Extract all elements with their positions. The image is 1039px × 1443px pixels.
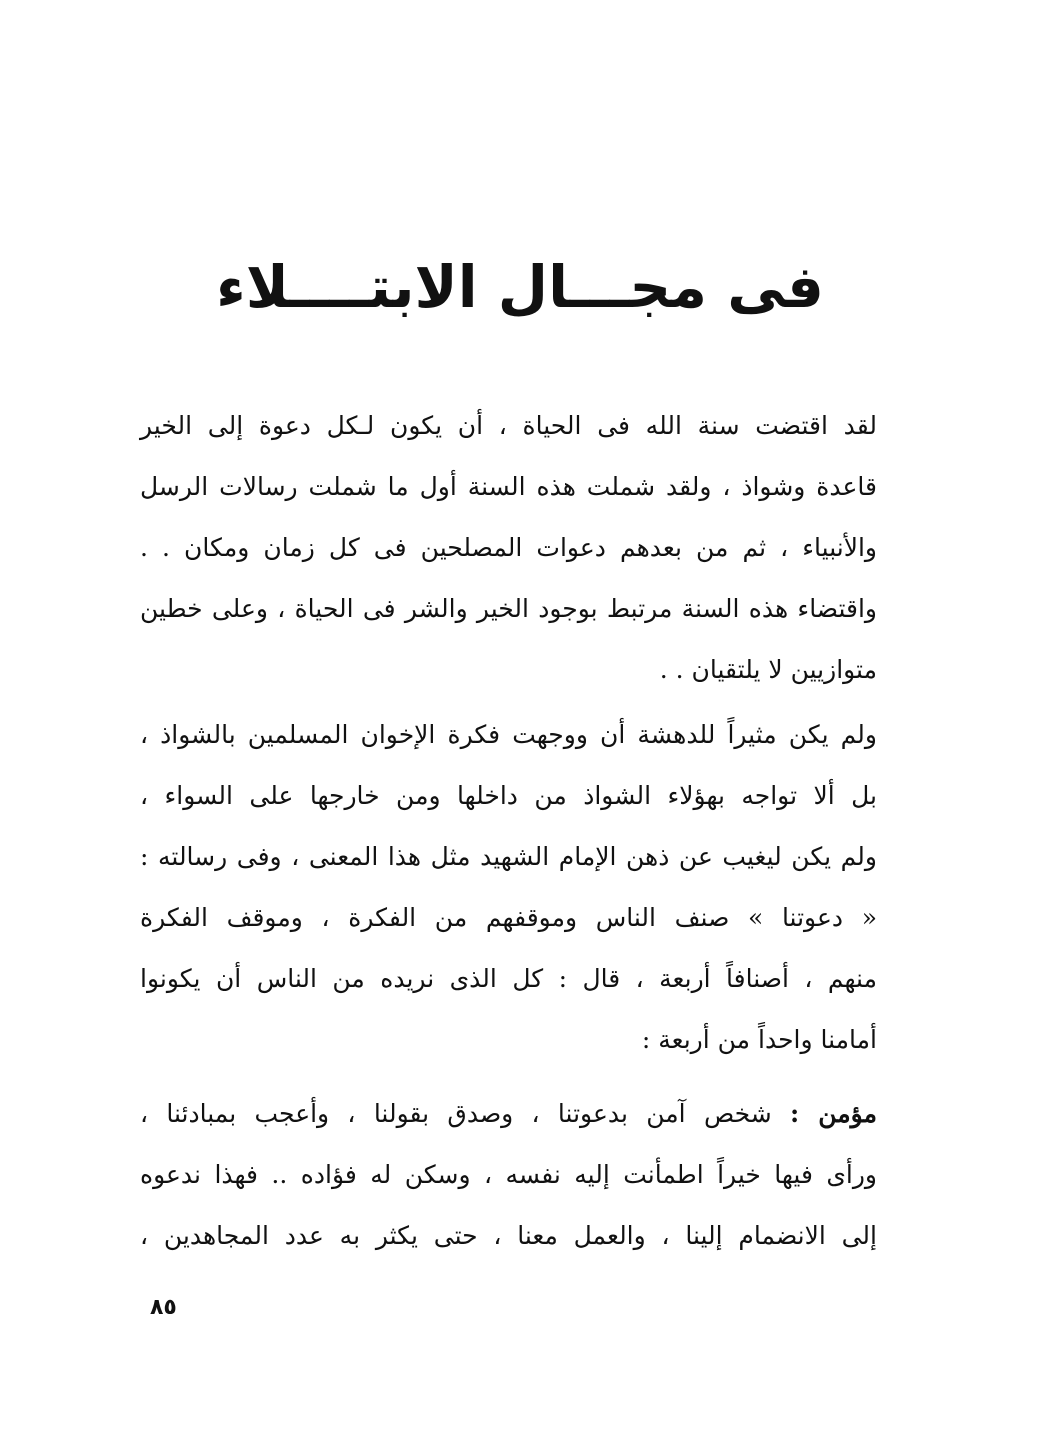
lead-word: مؤمن : [789, 1099, 877, 1128]
text-line: والأنبياء ، ثم من بعدهم دعوات المصلحين فى كل زمان ومكان . . [140, 533, 877, 562]
text-line: منهم ، أصنافاً أربعة ، قال : كل الذى نريده من الناس أن يكونوا [140, 964, 877, 993]
text-line: متوازيين لا يلتقيان . . [659, 655, 877, 684]
text-line: بل ألا تواجه بهؤلاء الشواذ من داخلها ومن خارجها على السواء ، [140, 781, 877, 810]
text-line: واقتضاء هذه السنة مرتبط بوجود الخير والشر فى الحياة ، وعلى خطين [140, 594, 877, 623]
text-line: قاعدة وشواذ ، ولقد شملت هذه السنة أول ما شملت رسالات الرسل [140, 472, 877, 501]
paragraph-2 [140, 704, 877, 1070]
text-line: ورأى فيها خيراً اطمأنت إليه نفسه ، وسكن له فؤاده .. فهذا ندعوه [140, 1160, 877, 1189]
paragraph-3 [140, 1083, 877, 1266]
paragraph-1 [140, 395, 877, 700]
text-segment: شخص آمن بدعوتنا ، وصدق بقولنا ، وأعجب بمبادئنا ، [140, 1099, 772, 1128]
page-number: ٨٥ [150, 1295, 177, 1320]
text-line: ولم يكن مثيراً للدهشة أن ووجهت فكرة الإخوان المسلمين بالشواذ ، [140, 720, 877, 749]
text-line: أمامنا واحداً من أربعة : [641, 1025, 877, 1054]
text-line: ولم يكن ليغيب عن ذهن الإمام الشهيد مثل هذا المعنى ، وفى رسالته : [140, 842, 877, 871]
text-line: إلى الانضمام إلينا ، والعمل معنا ، حتى يكثر به عدد المجاهدين ، [140, 1221, 877, 1250]
text-line [140, 1083, 877, 1144]
chapter-title: فى مجـــال الابتــــلاء [216, 253, 824, 321]
text-line: « دعوتنا » صنف الناس وموقفهم من الفكرة ، وموقف الفكرة [140, 903, 878, 932]
text-line: لقد اقتضت سنة الله فى الحياة ، أن يكون لـكل دعوة إلى الخير [140, 411, 877, 440]
